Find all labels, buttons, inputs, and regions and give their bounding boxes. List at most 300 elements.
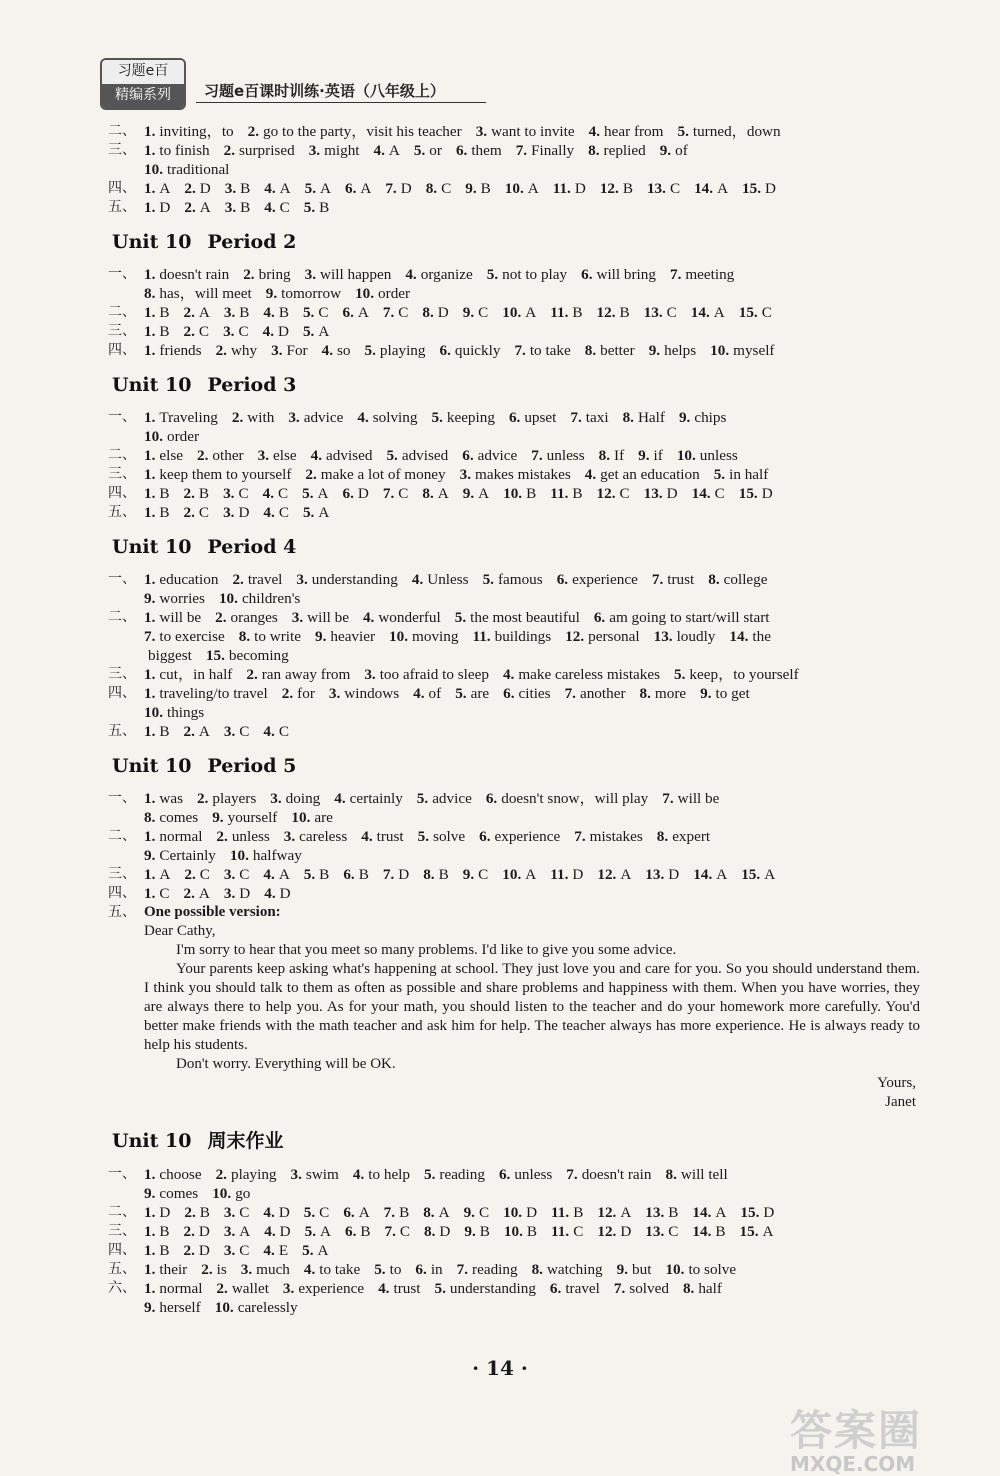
answer-item bbox=[296, 571, 397, 588]
answer-item bbox=[464, 1204, 490, 1221]
answer-number: 2. bbox=[223, 142, 235, 159]
answer-value: why bbox=[230, 342, 258, 359]
answer-value: D bbox=[398, 866, 410, 883]
answer-item bbox=[263, 866, 289, 883]
series-badge bbox=[100, 58, 186, 110]
answer-item bbox=[144, 704, 204, 721]
answer-value: C bbox=[441, 180, 452, 197]
answer-item bbox=[144, 1242, 170, 1259]
answer-value: A bbox=[159, 866, 171, 883]
exercise-number: 一、 bbox=[108, 571, 136, 587]
exercise-row bbox=[108, 122, 920, 141]
answer-number: 5. bbox=[677, 123, 689, 140]
answer-number: 3. bbox=[290, 1166, 302, 1183]
answer-value: Unless bbox=[427, 571, 469, 588]
answer-number: 15. bbox=[738, 304, 758, 321]
answer-value: A bbox=[388, 142, 400, 159]
answer-line bbox=[144, 322, 920, 341]
answer-line bbox=[144, 665, 920, 684]
answer-number: 6. bbox=[593, 609, 606, 626]
page-number: · 14 · bbox=[472, 1356, 528, 1380]
answer-number: 6. bbox=[549, 1280, 562, 1297]
answer-number: 2. bbox=[216, 828, 228, 845]
answer-value: will be bbox=[159, 609, 202, 626]
answer-number: 3. bbox=[296, 571, 308, 588]
answer-value: C bbox=[398, 304, 409, 321]
answer-value: are bbox=[470, 685, 490, 702]
answer-item bbox=[588, 142, 646, 159]
answer-value: experience bbox=[298, 1280, 365, 1297]
answer-value: A bbox=[716, 866, 728, 883]
exercise-number: 二、 bbox=[108, 304, 136, 320]
answer-item bbox=[246, 666, 350, 683]
answer-item bbox=[144, 409, 218, 426]
exercise-row bbox=[108, 265, 920, 303]
answer-number: 3. bbox=[223, 723, 236, 740]
answer-number: 6. bbox=[344, 1223, 357, 1240]
answer-number: 5. bbox=[674, 666, 686, 683]
answer-value: A bbox=[438, 1204, 450, 1221]
answer-value: hear from bbox=[604, 123, 664, 140]
answer-number: 5. bbox=[417, 828, 430, 845]
answer-item bbox=[304, 199, 330, 216]
answer-number: 13. bbox=[645, 866, 665, 883]
answer-item bbox=[144, 666, 232, 683]
answer-number: 3. bbox=[224, 180, 237, 197]
answer-value: C bbox=[278, 504, 289, 521]
answer-line bbox=[144, 484, 920, 503]
answer-item bbox=[144, 866, 170, 883]
answer-value: unless bbox=[546, 447, 585, 464]
answer-number: 12. bbox=[596, 304, 616, 321]
answer-item bbox=[417, 790, 472, 807]
answer-number: 3. bbox=[328, 685, 341, 702]
answer-item bbox=[263, 1204, 289, 1221]
answer-value: E bbox=[278, 1242, 289, 1259]
answer-number: 11. bbox=[551, 1204, 570, 1221]
answer-value: unless bbox=[699, 447, 738, 464]
answer-number: 9. bbox=[212, 809, 224, 826]
answer-value: the most beautiful bbox=[470, 609, 580, 626]
answer-number: 7. bbox=[382, 304, 395, 321]
answer-item bbox=[423, 1204, 449, 1221]
answer-item bbox=[434, 1280, 535, 1297]
answer-item bbox=[457, 1261, 518, 1278]
answer-value: B bbox=[358, 866, 369, 883]
exercise-row bbox=[108, 198, 920, 217]
answer-value: B bbox=[572, 485, 583, 502]
answer-number: 14. bbox=[693, 866, 713, 883]
answer-value: A bbox=[357, 304, 369, 321]
answer-value: more bbox=[654, 685, 687, 702]
answer-number: 10. bbox=[503, 1223, 523, 1240]
answer-value: B bbox=[159, 504, 170, 521]
answer-item bbox=[224, 866, 250, 883]
answer-number: 14. bbox=[692, 1204, 712, 1221]
answer-item bbox=[263, 504, 289, 521]
answer-value: myself bbox=[733, 342, 775, 359]
answer-value: cut，in half bbox=[159, 666, 233, 683]
answer-line bbox=[144, 1165, 920, 1184]
answer-number: 7. bbox=[382, 866, 395, 883]
answer-number: 2. bbox=[231, 409, 244, 426]
answer-value: keeping bbox=[446, 409, 495, 426]
answer-number: 7. bbox=[669, 266, 682, 283]
answer-item bbox=[144, 828, 202, 845]
answer-value: D bbox=[357, 485, 369, 502]
answer-value: A bbox=[525, 304, 537, 321]
answer-line bbox=[144, 789, 920, 808]
answer-line bbox=[144, 865, 920, 884]
answer-value: traditional bbox=[166, 161, 230, 178]
answer-list bbox=[144, 865, 920, 884]
answer-number: 8. bbox=[422, 485, 434, 502]
answer-value: B bbox=[159, 1242, 170, 1259]
answer-item bbox=[263, 723, 289, 740]
answer-number: 9. bbox=[144, 1185, 156, 1202]
answer-value: in half bbox=[729, 466, 769, 483]
answer-value: taxi bbox=[585, 409, 609, 426]
answer-number: 5. bbox=[455, 685, 467, 702]
exercise-number: 一、 bbox=[108, 409, 136, 425]
answer-item bbox=[644, 304, 677, 321]
answer-item bbox=[597, 304, 630, 321]
answer-value: them bbox=[471, 142, 502, 159]
answer-value: B bbox=[198, 485, 210, 502]
period-label: Period 3 bbox=[207, 374, 297, 396]
answer-number: 10. bbox=[665, 1261, 685, 1278]
answer-value: biggest bbox=[148, 647, 192, 664]
answer-value: D bbox=[400, 180, 412, 197]
answer-item bbox=[431, 409, 494, 426]
answer-line bbox=[144, 1222, 920, 1241]
answer-item bbox=[378, 1280, 420, 1297]
answer-value: C bbox=[666, 304, 677, 321]
answer-number: 3. bbox=[223, 1223, 236, 1240]
answer-number: 3. bbox=[223, 304, 236, 321]
answer-item bbox=[384, 1204, 410, 1221]
answer-number: 9. bbox=[648, 342, 661, 359]
answer-item bbox=[322, 342, 351, 359]
exercise-number: 五、 bbox=[108, 199, 136, 215]
answer-item bbox=[505, 180, 539, 197]
answer-value: B bbox=[159, 323, 170, 340]
answer-value: college bbox=[723, 571, 768, 588]
answer-number: 1. bbox=[144, 828, 156, 845]
answer-item bbox=[654, 628, 716, 645]
answer-item bbox=[219, 590, 300, 607]
answer-value: buildings bbox=[494, 628, 552, 645]
exercise-row bbox=[108, 446, 920, 465]
answer-item bbox=[184, 504, 210, 521]
answer-item bbox=[463, 485, 489, 502]
answer-number: 2. bbox=[215, 1166, 227, 1183]
section-heading bbox=[112, 1126, 920, 1153]
answer-value: travel bbox=[565, 1280, 600, 1297]
answer-value: else bbox=[273, 447, 297, 464]
answer-item bbox=[589, 123, 664, 140]
answer-value: much bbox=[256, 1261, 290, 1278]
answer-item bbox=[232, 571, 282, 588]
answer-number: 2. bbox=[215, 609, 227, 626]
answer-item bbox=[503, 666, 660, 683]
answer-value: was bbox=[159, 790, 184, 807]
exercise-number: 四、 bbox=[108, 485, 136, 501]
exercise-row bbox=[108, 865, 920, 884]
answer-item bbox=[700, 685, 750, 702]
answer-item bbox=[357, 409, 417, 426]
answer-number: 10. bbox=[229, 847, 249, 864]
answer-value: B bbox=[479, 1223, 490, 1240]
answer-value: solve bbox=[433, 828, 466, 845]
answer-item bbox=[144, 809, 198, 826]
exercise-row bbox=[108, 484, 920, 503]
answer-item bbox=[144, 1204, 170, 1221]
answer-number: 2. bbox=[197, 790, 209, 807]
answer-item bbox=[184, 1204, 210, 1221]
answer-item bbox=[284, 828, 347, 845]
answer-item bbox=[263, 323, 289, 340]
answer-value: half bbox=[698, 1280, 722, 1297]
answer-item bbox=[597, 485, 630, 502]
exercise-row bbox=[108, 179, 920, 198]
answer-item bbox=[423, 866, 449, 883]
answer-item bbox=[144, 266, 229, 283]
answer-number: 12. bbox=[597, 866, 617, 883]
answer-value: go bbox=[235, 1185, 251, 1202]
answer-item bbox=[224, 1204, 250, 1221]
period-label: Period 2 bbox=[207, 231, 297, 253]
answer-value: trust bbox=[667, 571, 695, 588]
answer-item bbox=[657, 828, 710, 845]
answer-number: 8. bbox=[144, 809, 156, 826]
answer-item bbox=[502, 304, 536, 321]
answer-value: B bbox=[159, 485, 170, 502]
exercise-number: 二、 bbox=[108, 1204, 136, 1220]
answer-number: 11. bbox=[552, 180, 571, 197]
answer-value: if bbox=[653, 447, 663, 464]
letter-title-line bbox=[108, 903, 920, 922]
answer-value: D bbox=[277, 323, 289, 340]
answer-line bbox=[144, 1298, 920, 1317]
answer-item bbox=[144, 142, 210, 159]
answer-list bbox=[144, 322, 920, 341]
answer-value: want to invite bbox=[491, 123, 575, 140]
answer-value: D bbox=[279, 885, 291, 902]
answer-value: D bbox=[437, 304, 449, 321]
answer-value: trust bbox=[376, 828, 404, 845]
answer-number: 2. bbox=[184, 199, 196, 216]
answer-number: 4. bbox=[321, 342, 334, 359]
answer-number: 4. bbox=[263, 1242, 275, 1259]
exercise-number: 四、 bbox=[108, 885, 136, 901]
answer-number: 3. bbox=[291, 609, 304, 626]
answer-value: not to play bbox=[502, 266, 568, 283]
answer-item bbox=[144, 685, 268, 702]
answer-item bbox=[645, 866, 679, 883]
answer-value: experience bbox=[494, 828, 561, 845]
answer-item bbox=[594, 609, 770, 626]
answer-value: B bbox=[239, 304, 250, 321]
answer-value: understanding bbox=[311, 571, 398, 588]
letter-salutation: Dear Cathy, bbox=[144, 923, 216, 939]
answer-item bbox=[197, 790, 256, 807]
answer-value: A bbox=[279, 180, 291, 197]
answer-value: C bbox=[619, 485, 630, 502]
period-label: 周末作业 bbox=[207, 1130, 284, 1152]
answer-value: playing bbox=[379, 342, 426, 359]
exercise-number: 四、 bbox=[108, 1242, 136, 1258]
answer-item bbox=[550, 1280, 600, 1297]
answer-item bbox=[201, 1261, 227, 1278]
answer-item bbox=[304, 1261, 360, 1278]
answer-number: 7. bbox=[383, 1204, 396, 1221]
answer-line bbox=[144, 1203, 920, 1222]
answer-value: reading bbox=[439, 1166, 485, 1183]
answer-item bbox=[291, 809, 333, 826]
answer-number: 10. bbox=[144, 704, 163, 721]
answer-item bbox=[224, 1242, 250, 1259]
exercise-row bbox=[108, 1203, 920, 1222]
exercise-number: 三、 bbox=[108, 866, 136, 882]
answer-number: 2. bbox=[183, 1242, 195, 1259]
period-label: Period 4 bbox=[207, 536, 297, 558]
answer-number: 1. bbox=[144, 180, 156, 197]
answer-number: 1. bbox=[144, 685, 156, 702]
answer-number: 4. bbox=[357, 409, 369, 426]
answer-number: 5. bbox=[303, 1204, 316, 1221]
answer-item bbox=[365, 342, 426, 359]
answer-number: 6. bbox=[439, 342, 451, 359]
answer-item bbox=[483, 571, 543, 588]
answer-value: am going to start/will start bbox=[609, 609, 770, 626]
answer-line bbox=[144, 198, 920, 217]
answer-number: 5. bbox=[486, 266, 499, 283]
answer-value: A bbox=[360, 180, 372, 197]
answer-number: 2. bbox=[305, 466, 317, 483]
answer-item bbox=[144, 466, 291, 483]
answer-value: unless bbox=[514, 1166, 553, 1183]
answer-value: might bbox=[324, 142, 360, 159]
exercise-row bbox=[108, 570, 920, 608]
answer-item bbox=[455, 685, 489, 702]
answer-item bbox=[241, 1261, 290, 1278]
answer-item bbox=[197, 447, 244, 464]
answer-value: A bbox=[525, 866, 537, 883]
exercise-row bbox=[108, 1241, 920, 1260]
answer-value: C bbox=[239, 1242, 250, 1259]
answer-value: B bbox=[619, 304, 630, 321]
answer-item bbox=[353, 1166, 410, 1183]
answer-item bbox=[649, 342, 696, 359]
answer-value: C bbox=[279, 199, 290, 216]
answer-item bbox=[283, 1280, 364, 1297]
answer-number: 8. bbox=[665, 1166, 677, 1183]
answer-value: A bbox=[764, 866, 776, 883]
answer-value: cities bbox=[518, 685, 551, 702]
answer-item bbox=[422, 304, 448, 321]
answer-number: 5. bbox=[713, 466, 726, 483]
answer-item bbox=[614, 1280, 669, 1297]
exercise-number: 三、 bbox=[108, 142, 136, 158]
answer-item bbox=[304, 1204, 330, 1221]
exercise-row bbox=[108, 408, 920, 446]
answer-item bbox=[566, 1166, 651, 1183]
answer-value: players bbox=[212, 790, 257, 807]
answer-item bbox=[509, 409, 556, 426]
answer-item bbox=[665, 1261, 736, 1278]
answer-value: B bbox=[319, 866, 330, 883]
answer-item bbox=[223, 504, 249, 521]
answer-item bbox=[385, 180, 411, 197]
answer-value: C bbox=[761, 304, 772, 321]
answer-item bbox=[263, 304, 289, 321]
answer-number: 3. bbox=[459, 466, 472, 483]
answer-number: 6. bbox=[485, 790, 498, 807]
answer-line bbox=[144, 503, 920, 522]
answer-list bbox=[144, 408, 920, 446]
answer-item bbox=[714, 466, 769, 483]
answer-value: C bbox=[239, 723, 250, 740]
answer-item bbox=[144, 1261, 187, 1278]
answer-value: normal bbox=[159, 828, 203, 845]
answer-value: things bbox=[166, 704, 205, 721]
answer-number: 8. bbox=[424, 1223, 436, 1240]
answer-item bbox=[305, 266, 392, 283]
answer-value: oranges bbox=[230, 609, 278, 626]
answer-value: friends bbox=[159, 342, 202, 359]
answer-item bbox=[224, 885, 250, 902]
answer-value: helps bbox=[664, 342, 697, 359]
answer-number: 15. bbox=[205, 647, 225, 664]
answer-number: 8. bbox=[598, 447, 611, 464]
answer-item bbox=[144, 199, 170, 216]
header-divider bbox=[196, 102, 486, 103]
answer-number: 1. bbox=[144, 1242, 156, 1259]
exercise-number: 二、 bbox=[108, 609, 136, 625]
answer-number: 5. bbox=[482, 571, 494, 588]
answer-line bbox=[144, 827, 920, 846]
answer-number: 5. bbox=[416, 790, 429, 807]
answer-item bbox=[599, 447, 625, 464]
answer-value: A bbox=[278, 866, 290, 883]
answer-item bbox=[374, 142, 400, 159]
answer-item bbox=[638, 447, 663, 464]
answer-item bbox=[144, 180, 170, 197]
answer-number: 9. bbox=[700, 685, 712, 702]
answer-item bbox=[503, 685, 550, 702]
answer-number: 10. bbox=[710, 342, 730, 359]
answer-number: 1. bbox=[144, 1166, 156, 1183]
answer-line bbox=[144, 303, 920, 322]
answer-value: keep them to yourself bbox=[159, 466, 292, 483]
answer-number: 5. bbox=[424, 1166, 436, 1183]
answer-number: 7. bbox=[144, 628, 156, 645]
answer-number: 6. bbox=[342, 304, 354, 321]
answer-value: will be bbox=[677, 790, 720, 807]
answer-number: 2. bbox=[247, 123, 260, 140]
answer-item bbox=[502, 866, 536, 883]
answer-value: windows bbox=[344, 685, 400, 702]
answer-value: solved bbox=[629, 1280, 669, 1297]
answer-number: 3. bbox=[223, 866, 236, 883]
answer-item bbox=[692, 485, 725, 502]
answer-value: C bbox=[398, 485, 409, 502]
answer-number: 6. bbox=[508, 409, 521, 426]
answer-number: 7. bbox=[564, 685, 576, 702]
answer-item bbox=[334, 790, 403, 807]
answer-number: 4. bbox=[352, 1166, 365, 1183]
